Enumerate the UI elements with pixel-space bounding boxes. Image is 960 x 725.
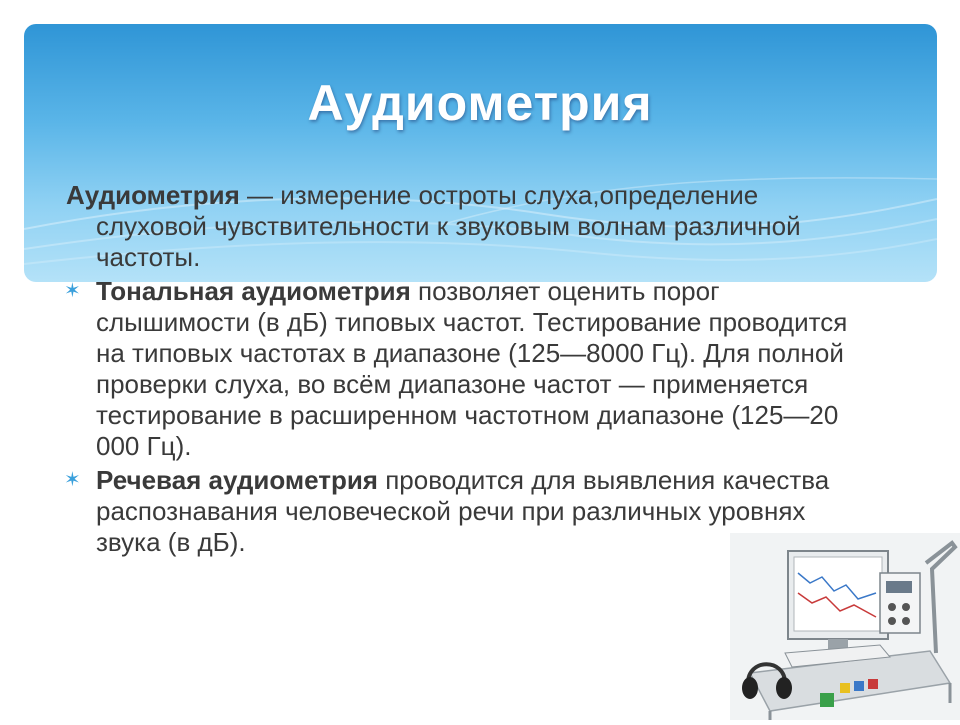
bullet-tonal bbox=[64, 276, 854, 462]
star-bullet-icon: ✶ bbox=[64, 469, 81, 491]
intro-text: — измерение остроты слуха,определение слуховой чувствительности к звуковым волнам различной частоты. bbox=[96, 180, 801, 272]
slide-title: Аудиометрия bbox=[307, 75, 653, 131]
star-bullet-icon: ✶ bbox=[64, 280, 81, 302]
bullet-tonal-term: Тональная аудиометрия bbox=[96, 276, 411, 306]
intro-term: Аудиометрия bbox=[66, 180, 240, 210]
bullet-tonal-text: позволяет оценить порог слышимости (в дБ) типовых частот. Тестирование проводится на типовых частотах в диапазоне (125—8000 Гц). Для полной проверки слуха, во всём диапазоне частот — применяется тестирование в расширенном частотном диапазоне (125—20 000 Гц). bbox=[96, 276, 848, 461]
audiometer-photo bbox=[730, 533, 960, 720]
slide-body bbox=[64, 180, 854, 561]
bullet-speech-term: Речевая аудиометрия bbox=[96, 465, 378, 495]
intro-paragraph bbox=[64, 180, 854, 273]
bullet-speech-text: проводится для выявления качества распознавания человеческой речи при различных уровнях звука (в дБ). bbox=[96, 465, 830, 557]
